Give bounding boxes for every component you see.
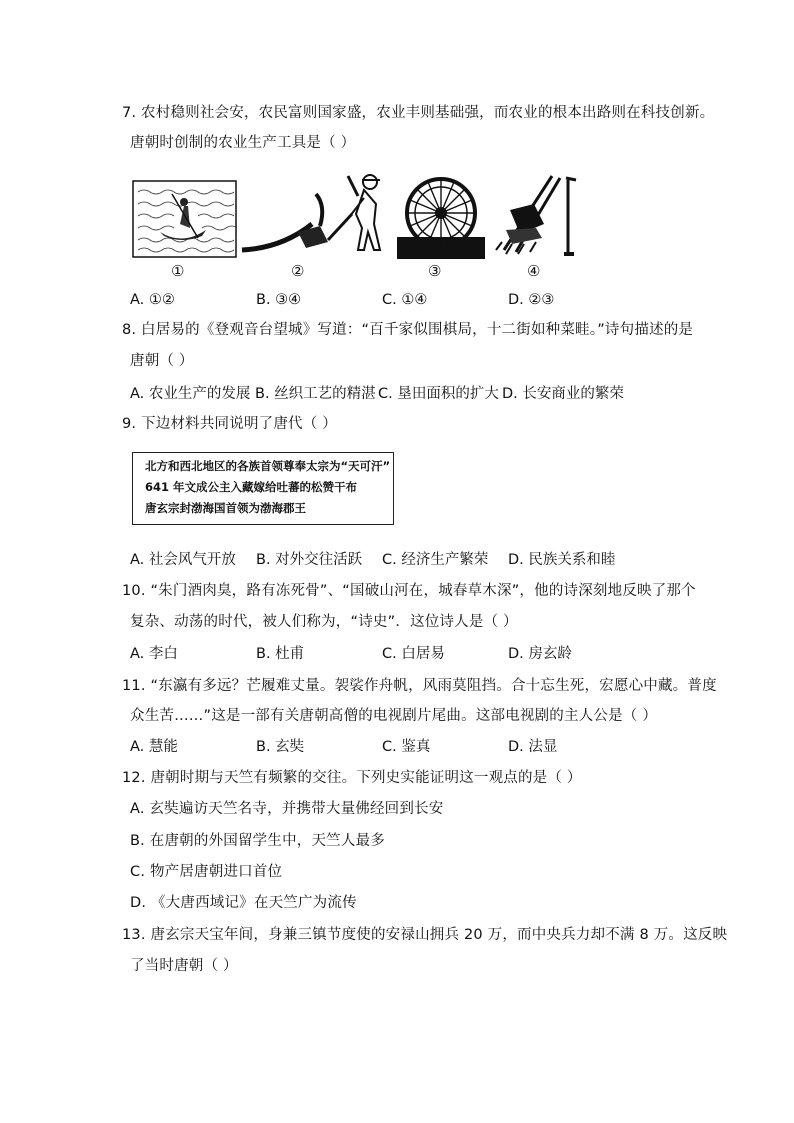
q8-stem-line1: 8. 白居易的《登观音台望城》写道：“百千家似围棋局，十二街如种菜畦。”诗句描述的是: [122, 322, 694, 338]
q12-stem: 12. 唐朝时期与天竺有频繁的交往。下列史实能证明这一观点的是（ ）: [122, 770, 582, 786]
q7-picture-3: [395, 175, 487, 261]
q11-options: [130, 737, 690, 757]
q7-pic-label-3: ③: [428, 262, 442, 280]
q9-option-a[interactable]: A. 社会风气开放: [130, 552, 236, 568]
q10-option-a[interactable]: A. 李白: [130, 646, 178, 662]
q7-option-c[interactable]: C. ①④: [382, 292, 428, 308]
q13-stem-line2: 了当时唐朝（ ）: [130, 958, 238, 974]
q8-option-a[interactable]: A. 农业生产的发展: [130, 386, 251, 402]
q12-option-d[interactable]: D. 《大唐西域记》在天竺广为流传: [130, 895, 357, 911]
q9-material-box: [132, 452, 394, 525]
q10-option-c[interactable]: C. 白居易: [382, 646, 445, 662]
q9-option-d[interactable]: D. 民族关系和睦: [508, 552, 616, 568]
q10-option-d[interactable]: D. 房玄龄: [508, 646, 572, 662]
q11-option-d[interactable]: D. 法显: [508, 739, 558, 755]
q11-stem-line2: 众生苦……”这是一部有关唐朝高僧的电视剧片尾曲。这部电视剧的主人公是（ ）: [130, 708, 658, 724]
q8-stem-line2: 唐朝（ ）: [130, 353, 194, 369]
q8-options: [130, 384, 690, 404]
q12-option-c[interactable]: C. 物产居唐朝进口首位: [130, 864, 283, 880]
q7-pic-label-4: ④: [527, 262, 541, 280]
q10-option-b[interactable]: B. 杜甫: [256, 646, 305, 662]
q8-option-d[interactable]: D. 长安商业的繁荣: [502, 386, 624, 402]
q10-stem-line2: 复杂、动荡的时代，被人们称为，“诗史”．这位诗人是（ ）: [130, 614, 518, 630]
q11-option-a[interactable]: A. 慧能: [130, 739, 178, 755]
q12-option-b[interactable]: B. 在唐朝的外国留学生中，天竺人最多: [130, 833, 385, 849]
q11-option-c[interactable]: C. 鉴真: [382, 739, 431, 755]
q10-stem-line1: 10. “朱门酒肉臭，路有冻死骨”、“国破山河在，城春草木深”，他的诗深刻地反映了那个: [122, 583, 696, 599]
q9-material-line-1: 北方和西北地区的各族首领尊奉太宗为“天可汗”: [145, 459, 391, 473]
q11-option-b[interactable]: B. 玄奘: [256, 739, 305, 755]
q7-option-b[interactable]: B. ③④: [256, 292, 302, 308]
q9-option-b[interactable]: B. 对外交往活跃: [256, 552, 363, 568]
q12-option-a[interactable]: A. 玄奘遍访天竺名寺，并携带大量佛经回到长安: [130, 801, 444, 817]
q7-picture-4: [492, 170, 584, 262]
q7-option-a[interactable]: A. ①②: [130, 292, 175, 308]
q8-option-c[interactable]: C. 垦田面积的扩大: [378, 386, 499, 402]
q11-stem-line1: 11. “东瀛有多远？芒履难丈量。袈裟作舟帆，风雨莫阻挡。合十忘生死，宏愿心中藏。普度: [122, 678, 717, 694]
q13-stem-line1: 13. 唐玄宗天宝年间，身兼三镇节度使的安禄山拥兵 20 万，而中央兵力却不满 8 万。这反映: [122, 927, 728, 943]
q9-material-line-2: 641 年文成公主入藏嫁给吐蕃的松赞干布: [145, 480, 358, 494]
q7-stem-line2: 唐朝时创制的农业生产工具是（ ）: [130, 135, 356, 151]
q7-options: [130, 290, 690, 310]
q9-option-c[interactable]: C. 经济生产繁荣: [382, 552, 489, 568]
q8-option-b[interactable]: B. 丝织工艺的精湛: [255, 386, 376, 402]
q9-stem: 9. 下边材料共同说明了唐代（ ）: [122, 416, 337, 432]
q7-pic-label-1: ①: [171, 262, 185, 280]
q10-options: [130, 644, 690, 664]
q7-stem-line1: 7. 农村稳则社会安，农民富则国家盛，农业丰则基础强，而农业的根本出路则在科技创新。: [122, 105, 715, 121]
q7-picture-2: [238, 170, 386, 260]
q7-picture-1: [132, 180, 237, 258]
q7-pic-label-2: ②: [291, 262, 305, 280]
q9-options: [130, 550, 690, 570]
q7-option-d[interactable]: D. ②③: [508, 292, 555, 308]
q9-material-line-3: 唐玄宗封渤海国首领为渤海郡王: [145, 501, 306, 515]
